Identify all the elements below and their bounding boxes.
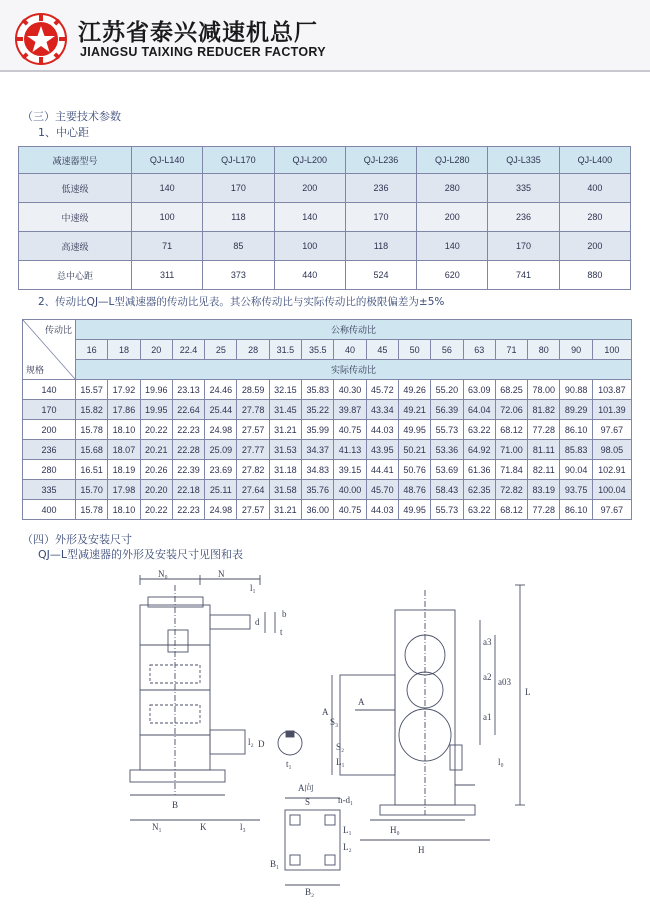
dim-label-b1: B₁ — [270, 859, 280, 869]
dim-label-a-arrow: A — [358, 697, 365, 707]
table-row — [19, 261, 631, 290]
ratio-value-cell: 18.10 — [108, 500, 140, 520]
ratio-value-cell: 20.22 — [140, 420, 172, 440]
ratio-value-cell: 72.82 — [495, 480, 527, 500]
ratio-value-cell: 56.39 — [431, 400, 463, 420]
table-header-cell: QJ-L335 — [488, 147, 559, 174]
ratio-value-cell: 15.82 — [76, 400, 108, 420]
table-cell: 311 — [132, 261, 203, 290]
ratio-value-cell: 68.25 — [495, 380, 527, 400]
ratio-value-cell: 40.00 — [334, 480, 366, 500]
table-cell: 400 — [559, 174, 630, 203]
ratio-header-cell: 40 — [334, 340, 366, 360]
corner-label-ratio: 传动比 — [44, 325, 72, 335]
table-cell: 200 — [559, 232, 630, 261]
ratio-value-cell: 86.10 — [560, 500, 592, 520]
ratio-value-cell: 19.96 — [140, 380, 172, 400]
ratio-header-cell: 28 — [237, 340, 269, 360]
dim-label-t1: t₁ — [286, 759, 292, 769]
table-cell: 236 — [345, 174, 416, 203]
ratio-value-cell: 45.72 — [366, 380, 398, 400]
ratio-value-cell: 58.43 — [431, 480, 463, 500]
table-cell: 85 — [203, 232, 274, 261]
ratio-value-cell: 20.26 — [140, 460, 172, 480]
ratio-value-cell: 25.09 — [205, 440, 237, 460]
table-cell: 335 — [488, 174, 559, 203]
ratio-value-cell: 63.09 — [463, 380, 495, 400]
center-distance-table — [18, 146, 631, 290]
section-heading-tech-params: （三）主要技术参数 — [22, 110, 121, 123]
ratio-value-cell: 53.69 — [431, 460, 463, 480]
ratio-header-cell: 56 — [431, 340, 463, 360]
ratio-header-cell: 35.5 — [302, 340, 334, 360]
dim-label-l3: l₃ — [240, 822, 246, 832]
table-corner-cell — [23, 320, 76, 380]
ratio-value-cell: 81.82 — [528, 400, 560, 420]
ratio-value-cell: 31.21 — [269, 420, 301, 440]
dim-label-a1: a1 — [483, 712, 492, 722]
spec-cell: 200 — [23, 420, 76, 440]
table-header-cell: 减速器型号 — [19, 147, 132, 174]
table-row — [23, 400, 632, 420]
table-cell: 100 — [132, 203, 203, 232]
dim-label-n0: N₀ — [158, 569, 168, 579]
dim-label-b2: B₂ — [305, 887, 315, 897]
ratio-value-cell: 35.99 — [302, 420, 334, 440]
table-header-row — [23, 360, 632, 380]
ratio-value-cell: 48.76 — [398, 480, 430, 500]
ratio-value-cell: 19.95 — [140, 400, 172, 420]
ratio-value-cell: 55.73 — [431, 420, 463, 440]
ratio-value-cell: 86.10 — [560, 420, 592, 440]
ratio-value-cell: 64.04 — [463, 400, 495, 420]
table-header-cell: QJ-L400 — [559, 147, 630, 174]
ratio-value-cell: 71.00 — [495, 440, 527, 460]
table-row — [23, 440, 632, 460]
table-header-cell: 实际传动比 — [76, 360, 632, 380]
table-cell: 280 — [417, 174, 488, 203]
ratio-value-cell: 77.28 — [528, 500, 560, 520]
table-cell: 170 — [345, 203, 416, 232]
table-cell: 140 — [274, 203, 345, 232]
table-cell: 71 — [132, 232, 203, 261]
table-cell: 880 — [559, 261, 630, 290]
ratio-value-cell: 101.39 — [592, 400, 631, 420]
table-row — [23, 500, 632, 520]
ratio-value-cell: 55.20 — [431, 380, 463, 400]
dim-label-s: S — [305, 797, 311, 807]
ratio-value-cell: 15.68 — [76, 440, 108, 460]
dim-label-l1c: L₁ — [336, 757, 345, 767]
ratio-value-cell: 63.22 — [463, 420, 495, 440]
dim-label-a3: a3 — [483, 637, 492, 647]
table-cell: 373 — [203, 261, 274, 290]
company-name-en: JIANGSU TAIXING REDUCER FACTORY — [80, 45, 326, 59]
ratio-value-cell: 24.98 — [205, 500, 237, 520]
ratio-value-cell: 44.03 — [366, 500, 398, 520]
dim-label-a03: a03 — [498, 677, 511, 687]
table-row — [23, 480, 632, 500]
dim-label-l0: l₀ — [498, 757, 504, 767]
ratio-value-cell: 97.67 — [592, 500, 631, 520]
ratio-value-cell: 28.59 — [237, 380, 269, 400]
dim-label-h0: H₀ — [390, 825, 400, 835]
ratio-value-cell: 50.21 — [398, 440, 430, 460]
ratio-value-cell: 23.69 — [205, 460, 237, 480]
subsection-center-distance: 1、中心距 — [38, 126, 89, 139]
ratio-value-cell: 22.64 — [172, 400, 204, 420]
table-row — [23, 460, 632, 480]
ratio-value-cell: 93.75 — [560, 480, 592, 500]
dim-label-d: d — [255, 617, 260, 627]
dim-label-B: B — [172, 800, 179, 810]
ratio-value-cell: 78.00 — [528, 380, 560, 400]
ratio-value-cell: 27.57 — [237, 500, 269, 520]
ratio-value-cell: 34.37 — [302, 440, 334, 460]
ratio-value-cell: 49.21 — [398, 400, 430, 420]
ratio-value-cell: 15.70 — [76, 480, 108, 500]
ratio-value-cell: 81.11 — [528, 440, 560, 460]
table-cell: 100 — [274, 232, 345, 261]
dim-label-t: t — [280, 627, 283, 637]
dim-label-a-view: A向 — [298, 783, 314, 793]
table-cell: 140 — [132, 174, 203, 203]
table-cell: 118 — [345, 232, 416, 261]
ratio-header-cell: 18 — [108, 340, 140, 360]
ratio-header-cell: 45 — [366, 340, 398, 360]
dim-label-b: b — [282, 609, 287, 619]
ratio-value-cell: 35.83 — [302, 380, 334, 400]
table-cell: 200 — [417, 203, 488, 232]
corner-label-spec: 规格 — [26, 365, 45, 375]
ratio-value-cell: 90.88 — [560, 380, 592, 400]
table-cell: 170 — [488, 232, 559, 261]
ratio-value-cell: 100.04 — [592, 480, 631, 500]
table-header-cell: QJ-L280 — [417, 147, 488, 174]
ratio-value-cell: 16.51 — [76, 460, 108, 480]
ratio-value-cell: 22.28 — [172, 440, 204, 460]
ratio-value-cell: 45.70 — [366, 480, 398, 500]
table-header-cell: QJ-L200 — [274, 147, 345, 174]
ratio-header-cell: 25 — [205, 340, 237, 360]
table-header-row — [19, 147, 631, 174]
ratio-value-cell: 15.57 — [76, 380, 108, 400]
subsection-dimensions-note: QJ—L型减速器的外形及安装尺寸见图和表 — [38, 548, 244, 561]
ratio-value-cell: 77.28 — [528, 420, 560, 440]
ratio-value-cell: 15.78 — [76, 500, 108, 520]
ratio-header-cell: 100 — [592, 340, 631, 360]
ratio-value-cell: 24.46 — [205, 380, 237, 400]
ratio-value-cell: 31.58 — [269, 480, 301, 500]
dim-label-l1b: L₁ — [343, 825, 352, 835]
ratio-value-cell: 53.36 — [431, 440, 463, 460]
table-cell: 524 — [345, 261, 416, 290]
table-row — [23, 380, 632, 400]
reducer-outline-drawing — [100, 565, 640, 905]
dim-label-nd1: n-d₁ — [338, 795, 354, 805]
table-cell: 140 — [417, 232, 488, 261]
table-cell: 280 — [559, 203, 630, 232]
ratio-header-cell: 71 — [495, 340, 527, 360]
ratio-value-cell: 36.00 — [302, 500, 334, 520]
ratio-value-cell: 20.22 — [140, 500, 172, 520]
ratio-value-cell: 103.87 — [592, 380, 631, 400]
ratio-value-cell: 40.75 — [334, 420, 366, 440]
table-cell: 170 — [203, 174, 274, 203]
ratio-value-cell: 49.95 — [398, 420, 430, 440]
ratio-value-cell: 85.83 — [560, 440, 592, 460]
ratio-value-cell: 35.76 — [302, 480, 334, 500]
company-name-cn: 江苏省泰兴减速机总厂 — [78, 20, 318, 46]
ratio-value-cell: 83.19 — [528, 480, 560, 500]
ratio-value-cell: 68.12 — [495, 420, 527, 440]
ratio-value-cell: 50.76 — [398, 460, 430, 480]
ratio-value-cell: 55.73 — [431, 500, 463, 520]
ratio-value-cell: 71.84 — [495, 460, 527, 480]
transmission-ratio-table — [22, 319, 632, 520]
spec-cell: 236 — [23, 440, 76, 460]
ratio-header-cell: 22.4 — [172, 340, 204, 360]
dim-label-a: A — [322, 707, 329, 717]
ratio-value-cell: 41.13 — [334, 440, 366, 460]
ratio-value-cell: 31.45 — [269, 400, 301, 420]
ratio-value-cell: 18.19 — [108, 460, 140, 480]
ratio-value-cell: 20.21 — [140, 440, 172, 460]
ratio-value-cell: 17.92 — [108, 380, 140, 400]
dim-label-l1: l₁ — [250, 583, 256, 593]
ratio-value-cell: 39.15 — [334, 460, 366, 480]
ratio-value-cell: 40.30 — [334, 380, 366, 400]
spec-cell: 335 — [23, 480, 76, 500]
table-row — [19, 174, 631, 203]
table-cell: 620 — [417, 261, 488, 290]
page-header — [0, 0, 650, 72]
ratio-value-cell: 34.83 — [302, 460, 334, 480]
ratio-value-cell: 98.05 — [592, 440, 631, 460]
ratio-value-cell: 63.22 — [463, 500, 495, 520]
section-heading-ratio: 2、传动比QJ—L型减速器的传动比见表。其公称传动比与实际传动比的极限偏差为±5% — [38, 296, 445, 308]
table-cell: 低速级 — [19, 174, 132, 203]
ratio-header-cell: 16 — [76, 340, 108, 360]
table-cell: 200 — [274, 174, 345, 203]
ratio-header-cell: 80 — [528, 340, 560, 360]
table-header-cell: 公称传动比 — [76, 320, 632, 340]
ratio-value-cell: 89.29 — [560, 400, 592, 420]
ratio-header-cell: 31.5 — [269, 340, 301, 360]
table-header-row — [23, 320, 632, 340]
ratio-value-cell: 25.11 — [205, 480, 237, 500]
ratio-value-cell: 20.20 — [140, 480, 172, 500]
dim-label-l2: l₂ — [248, 737, 254, 747]
ratio-value-cell: 18.10 — [108, 420, 140, 440]
table-header-cell: QJ-L170 — [203, 147, 274, 174]
ratio-value-cell: 61.36 — [463, 460, 495, 480]
dim-label-a2: a2 — [483, 672, 492, 682]
ratio-value-cell: 82.11 — [528, 460, 560, 480]
ratio-value-cell: 27.57 — [237, 420, 269, 440]
table-cell: 总中心距 — [19, 261, 132, 290]
table-cell: 118 — [203, 203, 274, 232]
ratio-value-cell: 40.75 — [334, 500, 366, 520]
ratio-value-cell: 62.35 — [463, 480, 495, 500]
dim-label-k: K — [200, 822, 207, 832]
ratio-value-cell: 27.82 — [237, 460, 269, 480]
ratio-value-cell: 18.07 — [108, 440, 140, 460]
table-cell: 高速级 — [19, 232, 132, 261]
ratio-value-cell: 49.26 — [398, 380, 430, 400]
ratio-value-cell: 25.44 — [205, 400, 237, 420]
ratio-value-cell: 22.39 — [172, 460, 204, 480]
table-cell: 中速级 — [19, 203, 132, 232]
ratio-value-cell: 90.04 — [560, 460, 592, 480]
table-header-cell: QJ-L140 — [132, 147, 203, 174]
ratio-header-cell: 90 — [560, 340, 592, 360]
ratio-header-cell: 20 — [140, 340, 172, 360]
ratio-value-cell: 27.64 — [237, 480, 269, 500]
ratio-value-cell: 35.22 — [302, 400, 334, 420]
header-divider — [0, 70, 650, 72]
ratio-value-cell: 27.78 — [237, 400, 269, 420]
ratio-value-cell: 17.98 — [108, 480, 140, 500]
dim-label-h: H — [418, 845, 425, 855]
dim-label-l2b: L₂ — [343, 842, 352, 852]
ratio-value-cell: 22.23 — [172, 420, 204, 440]
ratio-value-cell: 24.98 — [205, 420, 237, 440]
table-header-row — [23, 340, 632, 360]
table-cell: 440 — [274, 261, 345, 290]
dim-label-s1s2: S₂ — [336, 742, 345, 752]
spec-cell: 170 — [23, 400, 76, 420]
table-row — [19, 203, 631, 232]
dim-label-D: D — [258, 739, 265, 749]
spec-cell: 400 — [23, 500, 76, 520]
dim-label-n1: N₁ — [152, 822, 162, 832]
ratio-value-cell: 31.18 — [269, 460, 301, 480]
ratio-value-cell: 43.95 — [366, 440, 398, 460]
table-cell: 236 — [488, 203, 559, 232]
table-header-cell: QJ-L236 — [345, 147, 416, 174]
ratio-value-cell: 64.92 — [463, 440, 495, 460]
ratio-value-cell: 31.53 — [269, 440, 301, 460]
ratio-value-cell: 68.12 — [495, 500, 527, 520]
dim-label-s3: S₃ — [330, 717, 339, 727]
ratio-value-cell: 49.95 — [398, 500, 430, 520]
table-row — [19, 232, 631, 261]
ratio-value-cell: 72.06 — [495, 400, 527, 420]
ratio-value-cell: 44.41 — [366, 460, 398, 480]
ratio-value-cell: 22.23 — [172, 500, 204, 520]
ratio-value-cell: 97.67 — [592, 420, 631, 440]
ratio-value-cell: 31.21 — [269, 500, 301, 520]
ratio-value-cell: 23.13 — [172, 380, 204, 400]
table-row — [23, 420, 632, 440]
spec-cell: 140 — [23, 380, 76, 400]
ratio-value-cell: 102.91 — [592, 460, 631, 480]
ratio-value-cell: 43.34 — [366, 400, 398, 420]
spec-cell: 280 — [23, 460, 76, 480]
ratio-value-cell: 39.87 — [334, 400, 366, 420]
ratio-header-cell: 50 — [398, 340, 430, 360]
ratio-value-cell: 15.78 — [76, 420, 108, 440]
company-logo-icon — [14, 12, 68, 66]
table-cell: 741 — [488, 261, 559, 290]
ratio-header-cell: 63 — [463, 340, 495, 360]
dim-label-n: N — [218, 569, 225, 579]
section-heading-dimensions: （四）外形及安装尺寸 — [22, 533, 132, 546]
ratio-value-cell: 32.15 — [269, 380, 301, 400]
ratio-value-cell: 17.86 — [108, 400, 140, 420]
ratio-value-cell: 27.77 — [237, 440, 269, 460]
ratio-value-cell: 22.18 — [172, 480, 204, 500]
dim-label-L: L — [525, 687, 531, 697]
ratio-value-cell: 44.03 — [366, 420, 398, 440]
